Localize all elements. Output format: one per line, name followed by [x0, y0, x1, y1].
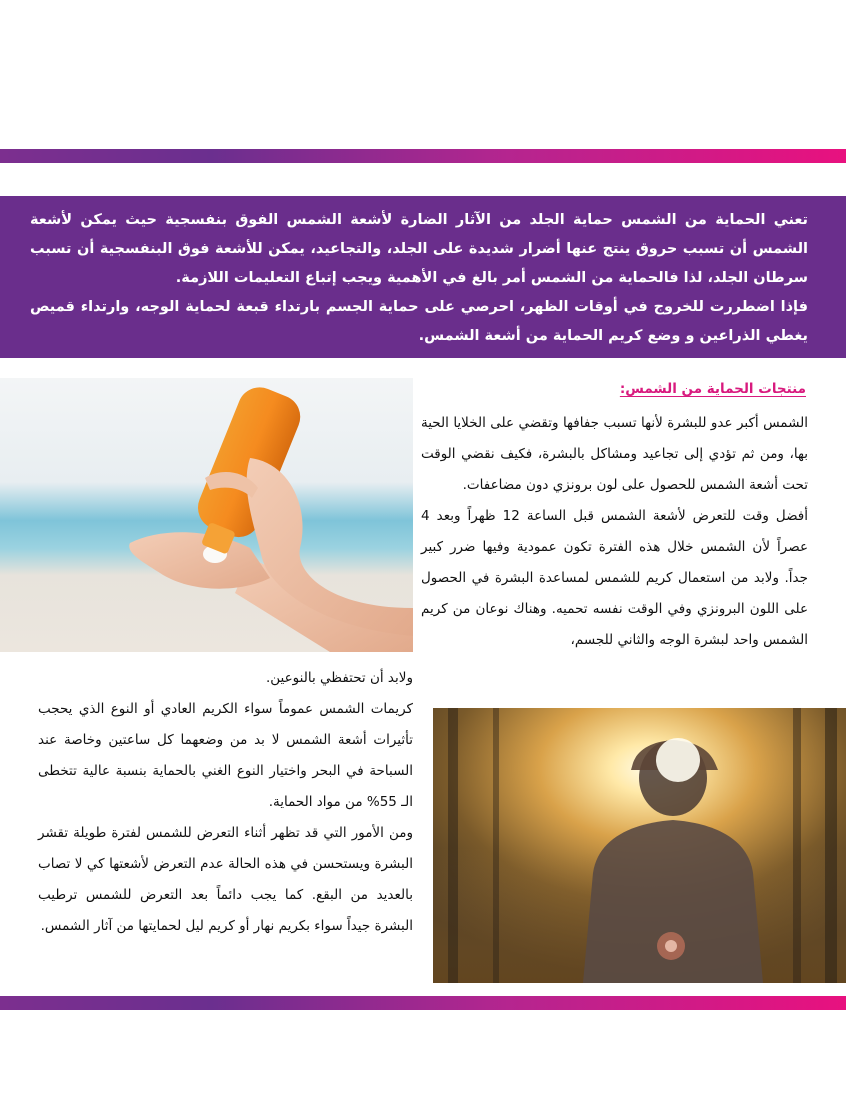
- left-text-column: [38, 663, 413, 942]
- top-gradient-stripe: [0, 149, 846, 163]
- left-paragraph-2: كريمات الشمس عموماً سواء الكريم العادي أو النوع الذي يحجب تأثيرات أشعة الشمس لا بد من وضعهما كل ساعتين وخاصة عند السباحة في البحر واختيار النوع الغني بالحماية بنسبة عالية تتخطى الـ 55% من مواد الحماية.: [38, 701, 413, 810]
- intro-paragraph-1: تعني الحماية من الشمس حماية الجلد من الآثار الضارة لأشعة الشمس الفوق بنفسجية حيث يمكن لأشعة الشمس أن تسبب حروق ينتج عنها أضرار شديدة على الجلد، والتجاعيد، يمكن للأشعة فوق البنفسجية أن تسبب سرطان الجلد، لذا فالحماية من الشمس أمر بالغ في الأهمية ويجب إتباع التعليمات اللازمة.: [30, 212, 808, 286]
- section-heading: منتجات الحماية من الشمس:: [619, 381, 806, 397]
- sunscreen-photo-illustration: [0, 378, 413, 652]
- right-text-column: [421, 408, 808, 656]
- left-paragraph-3: ومن الأمور التي قد تظهر أثناء التعرض للشمس لفترة طويلة تقشر البشرة ويستحسن في هذه الحالة عدم التعرض لأشعتها كي لا تصاب بالعديد من البقع. كما يجب دائماً بعد التعرض للشمس ترطيب البشرة جيداً سواء بكريم نهار أو كريم ليل لحمايتها من آثار الشمس.: [38, 825, 413, 934]
- bottom-gradient-stripe: [0, 996, 846, 1010]
- left-paragraph-1: ولابد أن تحتفظي بالنوعين.: [265, 670, 413, 686]
- sunlight-photo-illustration: [433, 708, 846, 983]
- woman-in-sunlight-photo: [433, 708, 846, 983]
- intro-paragraph-2: فإذا اضطررت للخروج في أوقات الظهر، احرصي على حماية الجسم بارتداء قبعة لحماية الوجه، وارتداء قميص يغطي الذراعين و وضع كريم الحماية من أشعة الشمس.: [30, 299, 808, 344]
- intro-box: [0, 196, 846, 358]
- right-paragraph-1: الشمس أكبر عدو للبشرة لأنها تسبب جفافها وتقضي على الخلايا الحية بها، ومن ثم تؤدي إلى تجاعيد ومشاكل بالبشرة، فكيف نقضي الوقت تحت أشعة الشمس للحصول على لون برونزي دون مضاعفات.: [421, 415, 808, 493]
- right-paragraph-2: أفضل وقت للتعرض لأشعة الشمس قبل الساعة 12 ظهراً وبعد 4 عصراً لأن الشمس خلال هذه الفترة تكون عمودية وفيها ضرر كبير جداً. ولابد من استعمال كريم للشمس لمساعدة البشرة في الحصول على اللون البرونزي وفي الوقت نفسه تحميه. وهناك نوعان من كريم الشمس واحد لبشرة الوجه والثاني للجسم،: [421, 508, 808, 648]
- sunscreen-bottle-photo: [0, 378, 413, 652]
